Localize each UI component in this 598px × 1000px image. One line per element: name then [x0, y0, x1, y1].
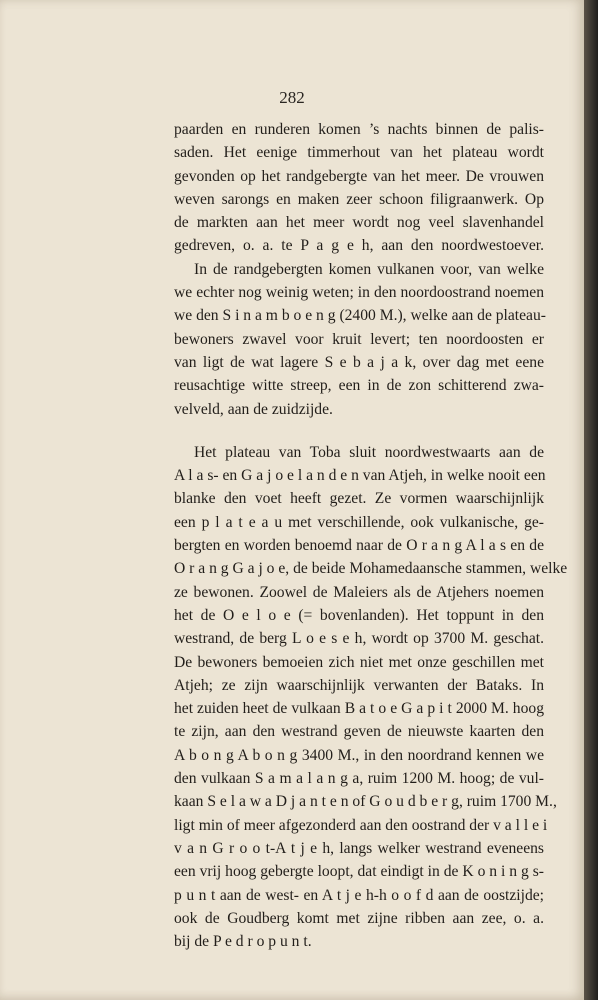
text-line: weven sarongs en maken zeer schoon filigraanwerk. Op [174, 190, 544, 208]
text-line: paarden en runderen komen ’s nachts binnen de palis- [174, 121, 544, 138]
text-line: den vulkaan S a m a l a n g a, ruim 1200 M. hoog; de vul- [174, 770, 544, 788]
text-line: een p l a t e a u met verschillende, ook vulkanische, ge- [174, 513, 544, 531]
text-line: Het plateau van Toba sluit noordwestwaarts aan de [194, 443, 544, 461]
text-line: bergten en worden benoemd naar de O r a n g A l a s en de [174, 537, 544, 555]
text-line: O r a n g G a j o e, de beide Mohamedaansche stammen, welke [174, 560, 568, 578]
paragraph-3 [174, 441, 568, 954]
text-line: we den S i n a m b o e n g (2400 M.), welke aan de plateau- [174, 307, 546, 325]
text-line: saden. Het eenige timmerhout van het plateau wordt [174, 144, 544, 162]
text-line: blanke den voet heeft gezet. Ze vormen waarschijnlijk [174, 490, 544, 508]
text-line: een vrij hoog gebergte loopt, dat eindigt in de K o n i n g s- [174, 863, 544, 881]
text-line: te zijn, aan den westrand geven de nieuwste kaarten den [174, 723, 544, 741]
text-line: A b o n g A b o n g 3400 M., in den noordrand kennen we [174, 746, 544, 764]
paragraph-1 [174, 118, 544, 258]
text-line: ze bewonen. Zoowel de Maleiers als de Atjehers noemen [174, 583, 544, 601]
section-gap [174, 421, 544, 441]
page-number: 282 [279, 88, 305, 107]
text-line: ook de Goudberg komt met zijne ribben aan zee, o. a. [174, 909, 544, 927]
text-line: velveld, aan de zuidzijde. [174, 400, 333, 418]
text-line: kaan S e l a w a D j a n t e n of G o u d b e r g, ruim 1700 M., [174, 793, 557, 811]
text-line: ligt min of meer afgezonderd aan den oostrand der v a l l e i [174, 816, 548, 834]
text-line: de markten aan het meer wordt nog veel slavenhandel [174, 214, 544, 232]
text-line: gevonden op het randgebergte van het meer. De vrouwen [174, 167, 544, 185]
text-line: De bewoners bemoeien zich niet met onze geschillen met [174, 653, 544, 671]
text-line: p u n t aan de west- en A t j e h-h o o f d aan de oostzijde; [174, 886, 544, 904]
text-line: het de O e l o e (= bovenlanden). Het toppunt in den [174, 606, 544, 624]
text-line: van ligt de wat lagere S e b a j a k, over dag met eene [174, 353, 544, 371]
text-line: Atjeh; ze zijn waarschijnlijk verwanten der Bataks. In [174, 676, 544, 694]
book-edge [584, 0, 598, 1000]
text-line: v a n G r o o t-A t j e h, langs welker westrand eveneens [174, 839, 544, 857]
paragraph-2 [174, 258, 544, 421]
text-line: bewoners zwavel voor kruit levert; ten noordoosten er [174, 330, 544, 348]
text-line: bij de P e d r o p u n t. [174, 933, 312, 951]
text-line: In de randgebergten komen vulkanen voor, van welke [194, 260, 544, 278]
text-line: gedreven, o. a. te P a g e h, aan den noordwestoever. [174, 237, 544, 255]
text-line: reusachtige witte streep, een in de zon schitterend zwa- [174, 377, 544, 395]
body-text [174, 118, 568, 953]
text-line: westrand, de berg L o e s e h, wordt op 3700 M. geschat. [174, 630, 544, 648]
text-line: het zuiden heet de vulkaan B a t o e G a p i t 2000 M. hoog [174, 700, 544, 718]
text-line: A l a s- en G a j o e l a n d e n van Atjeh, in welke nooit een [174, 467, 546, 485]
text-line: we echter nog weinig weten; in den noordoostrand noemen [174, 284, 544, 302]
